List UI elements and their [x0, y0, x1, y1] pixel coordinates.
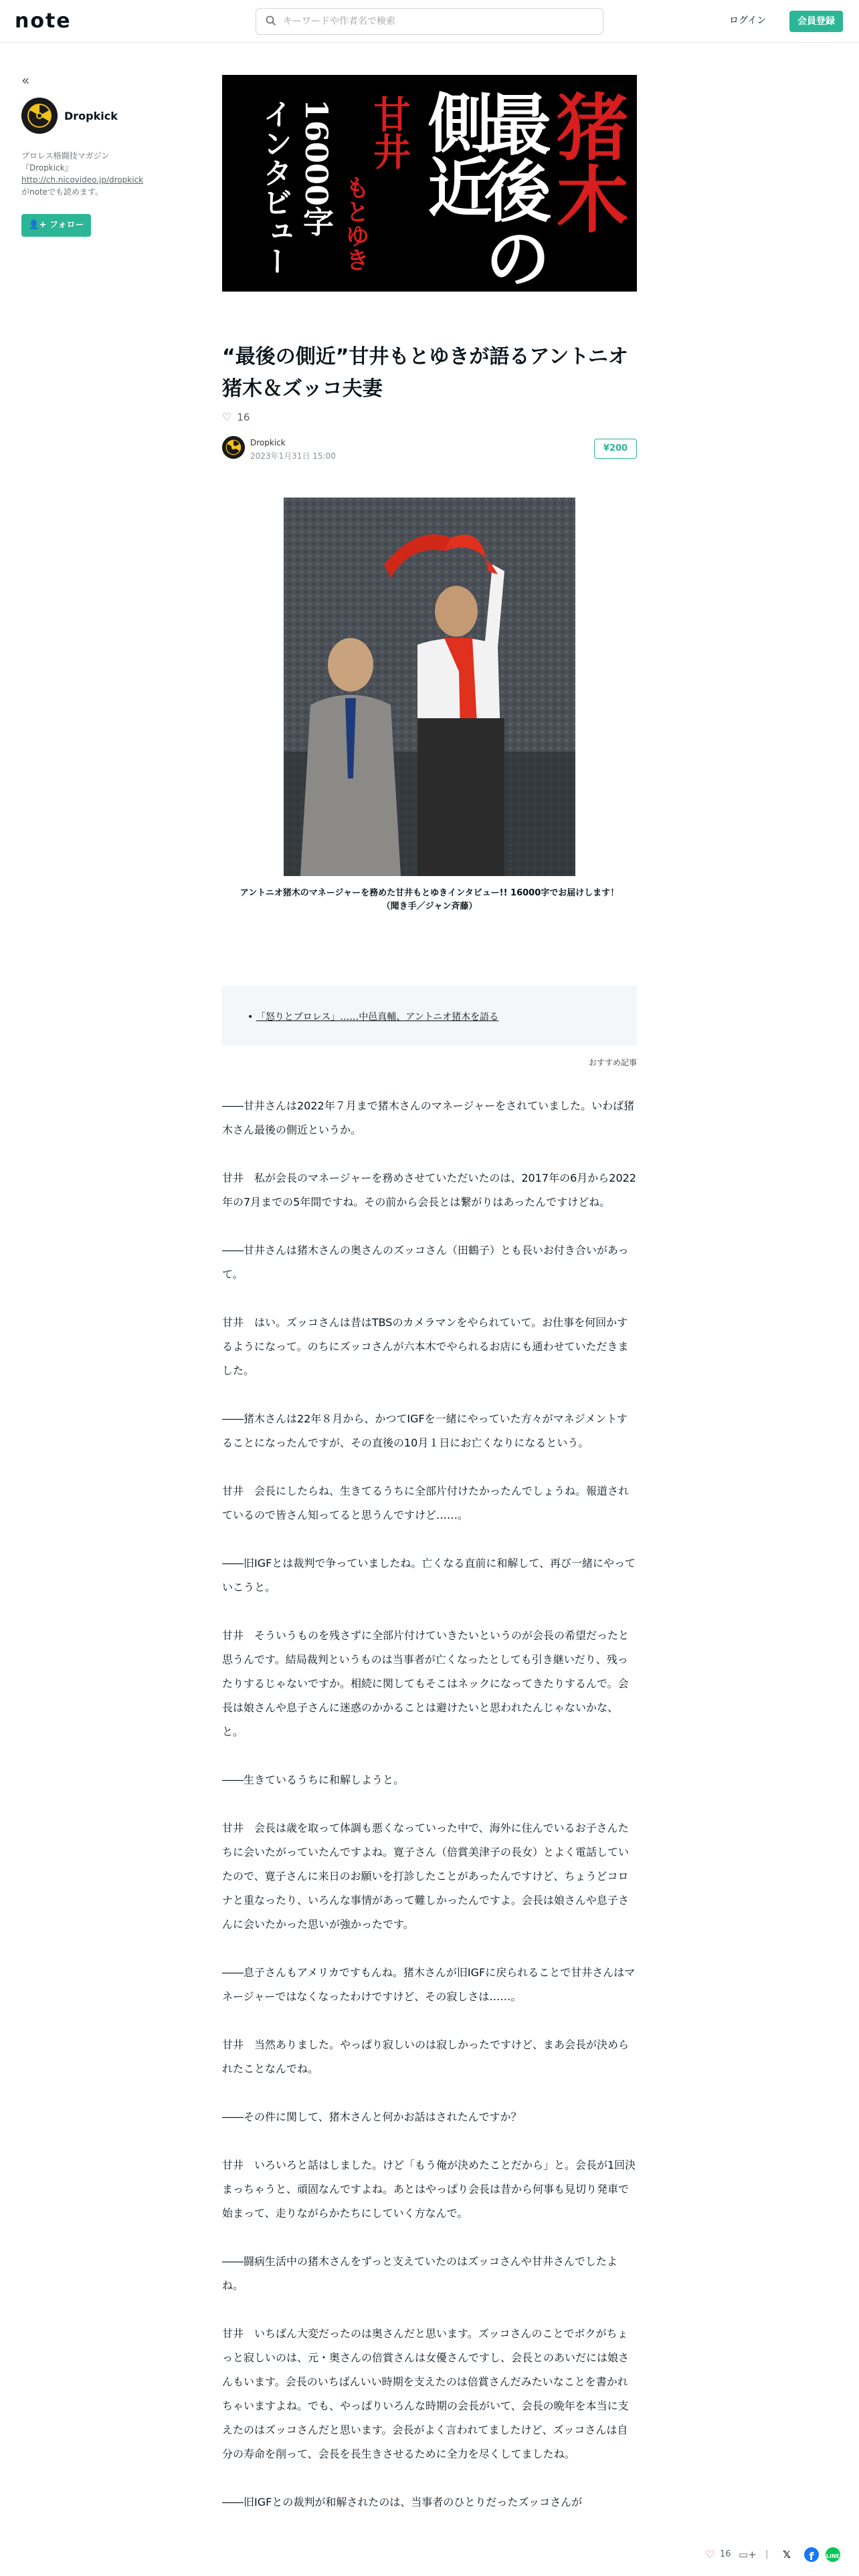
paragraph: ――甘井さんは猪木さんの奥さんのズッコさん（田鶴子）とも長いお付き合いがあって。 [222, 1244, 629, 1281]
author-avatar[interactable] [222, 436, 245, 459]
login-link[interactable]: ログイン [729, 15, 767, 26]
paragraph: 甘井 いちばん大変だったのは奥さんだと思います。ズッコさんのことでボクがちょっと寂しいのは、元・奥さんの倍賞さんは女優さんですし、会長とのあいだには娘さんもいます。会長のいちばんいい時期を支えたのは倍賞さんだみたいなことを書かれちゃいますよね。でも、やっぱりいろんな時期の会長がいて、会長の晩年を本当に支えたのはズッコさんだと思います。会長がよく言われてましたけど、ズッコさんは自分の寿命を削って、会長を長生きさせるために全力を尽くしてましたね。 [222, 2327, 630, 2460]
creator-avatar[interactable] [21, 98, 58, 134]
caption-line: （聞き手／ジャン斉藤） [381, 901, 478, 911]
caption-line: アントニオ猪木のマネージャーを務めた甘井もとゆきインタビュー!! 16000字でお届けします！ [240, 888, 619, 898]
desc-line: プロレス格闘技マガジン [21, 151, 110, 160]
related-article-link[interactable]: 「怒りとプロレス」……中邑真輔、アントニオ猪木を語る [256, 1012, 499, 1023]
photo-caption [222, 887, 637, 914]
paragraph: ――猪木さんは22年８月から、かつてIGFを一緒にやっていた方々がマネジメントすることになったんですが、その直後の10月１日にお亡くなりになるという。 [222, 1412, 628, 1449]
paragraph: 甘井 会長にしたらね、生きてるうちに全部片付けたかったんでしょうね。報道されているので皆さん知ってると思うんですけど……。 [222, 1485, 630, 1521]
person-plus-icon: 👤+ [28, 220, 47, 230]
site-header [0, 0, 859, 43]
creator-description [21, 150, 155, 198]
author-name[interactable]: Dropkick [250, 438, 286, 447]
radiation-logo-icon [222, 436, 245, 459]
follow-button[interactable] [21, 214, 91, 237]
hero-text-motoyuki: もとゆき [342, 175, 370, 272]
paragraph: ――その件に関して、猪木さんと何かお話はされたんですか？ [222, 2111, 522, 2123]
like-count: 16 [237, 411, 250, 423]
paragraph: 甘井 私が会長のマネージャーを務めさせていただいたのは、2017年の6月から2022年の7月までの5年間ですね。その前から会長とは繋がりはあったんですけどね。 [222, 1172, 636, 1208]
facebook-share-icon[interactable]: f [804, 2547, 819, 2562]
paragraph: 甘井 当然ありました。やっぱり寂しいのは寂しかったですけど、まあ会長が決められたことなんでね。 [222, 2038, 630, 2075]
hero-text-16000: 16000字 [298, 99, 335, 237]
x-share-icon[interactable]: 𝕏 [783, 2549, 791, 2561]
desc-line: がnoteでも読めます。 [21, 187, 104, 197]
hero-text-amai: 甘井 [367, 95, 411, 170]
recommend-label[interactable]: おすすめ記事 [588, 1058, 637, 1067]
heart-icon[interactable]: ♡ [222, 411, 232, 423]
paragraph: 甘井 会長は歳を取って体調も悪くなっていった中で、海外に住んでいるお子さんたちに会いたがっていたんですよね。寛子さん（倍賞美津子の長女）とよく電話していたので、寛子さんに来日のお願いを打診したことがあったんですけど、ちょうどコロナと重なったり、いろんな事情があって難しかったんですよ。会長は娘さんや息子さんに会いたかった思いが強かったです。 [222, 1822, 630, 1931]
paragraph: 甘井 はい。ズッコさんは昔はTBSのカメラマンをやられていて。お仕事を何回かするようになって。のちにズッコさんが六本木でやられるお店にも通わせていただきました。 [222, 1316, 629, 1377]
article-body [222, 1094, 637, 2539]
paragraph: 甘井 いろいろと話はしました。けど「もう俺が決めたことだから」と。会長が1回決まっちゃうと、頑固なんですよね。あとはやっぱり会長は昔から何事も見切り発車で始まって、走りながらかたちにしていく方なんで。 [222, 2159, 636, 2220]
paragraph: ――旧IGFとは裁判で争っていましたね。亡くなる直前に和解して、再び一緒にやっていこうと。 [222, 1557, 636, 1594]
article-photo [284, 498, 575, 876]
photo-illustration [284, 498, 575, 876]
paragraph: ――闘病生活中の猪木さんをずっと支えていたのはズッコさんや甘井さんでしたよね。 [222, 2255, 617, 2292]
paragraph: 甘井 そういうものを残さずに全部片付けていきたいというのが会長の希望だったと思うんです。結局裁判というものは当事者が亡くなったとしても引き継いだり、残ったりするじゃないですか。相続に関してもそこはネックになってきたりするんで。会長は娘さんや息子さんに迷惑のかかることは避けたいと思われたんじゃないかな、と。 [222, 1629, 630, 1738]
search-input[interactable] [283, 9, 591, 34]
creator-external-link[interactable]: http://ch.nicovideo.jp/dropkick [21, 175, 144, 185]
radiation-logo-icon [21, 98, 58, 134]
float-like-count: 16 [720, 2549, 731, 2559]
hero-text-sokkin: 側近 [417, 90, 493, 218]
related-article-item[interactable] [248, 1010, 498, 1023]
article-title: “最後の側近”甘井もとゆきが語るアントニオ猪木＆ズッコ夫妻 [222, 345, 629, 401]
publish-date: 2023年1月31日 15:00 [250, 451, 336, 461]
collapse-sidebar-icon[interactable]: « [21, 72, 30, 88]
paragraph: ――旧IGFとの裁判が和解されたのは、当事者のひとりだったズッコさんが [222, 2496, 583, 2508]
signup-button[interactable]: 会員登録 [789, 11, 843, 32]
hero-image [222, 75, 637, 292]
paragraph: ――甘井さんは2022年７月まで猪木さんのマネージャーをされていました。いわば猪木さん最後の側近というか。 [222, 1099, 635, 1136]
heart-icon[interactable]: ♡ [705, 2548, 715, 2561]
paragraph: ――息子さんもアメリカですもんね。猪木さんが旧IGFに戻られることで甘井さんはマネージャーではなくなったわけですけど、その寂しさは……。 [222, 1966, 636, 2003]
search-box[interactable] [256, 8, 603, 35]
related-article-box [222, 986, 637, 1046]
note-logo[interactable]: note [15, 9, 72, 33]
follow-label: フォロー [50, 220, 84, 230]
line-share-icon[interactable]: LINE [826, 2547, 840, 2562]
paragraph: ――生きているうちに和解しようと。 [222, 1774, 405, 1786]
hero-text-inoki: 猪木 [544, 90, 628, 234]
like-count-row[interactable] [222, 411, 250, 423]
search-icon [266, 15, 276, 26]
desc-line: 『Dropkick』 [21, 163, 73, 173]
bullet-icon: • [248, 1012, 254, 1023]
separator: | [765, 2549, 769, 2559]
price-button[interactable]: ¥200 [594, 439, 637, 459]
hero-text-interview: インタビュー [258, 99, 292, 276]
hero-text-saigo: 最後の [473, 90, 552, 290]
magazine-add-icon[interactable]: ▭+ [739, 2549, 757, 2561]
creator-name[interactable]: Dropkick [64, 110, 118, 122]
